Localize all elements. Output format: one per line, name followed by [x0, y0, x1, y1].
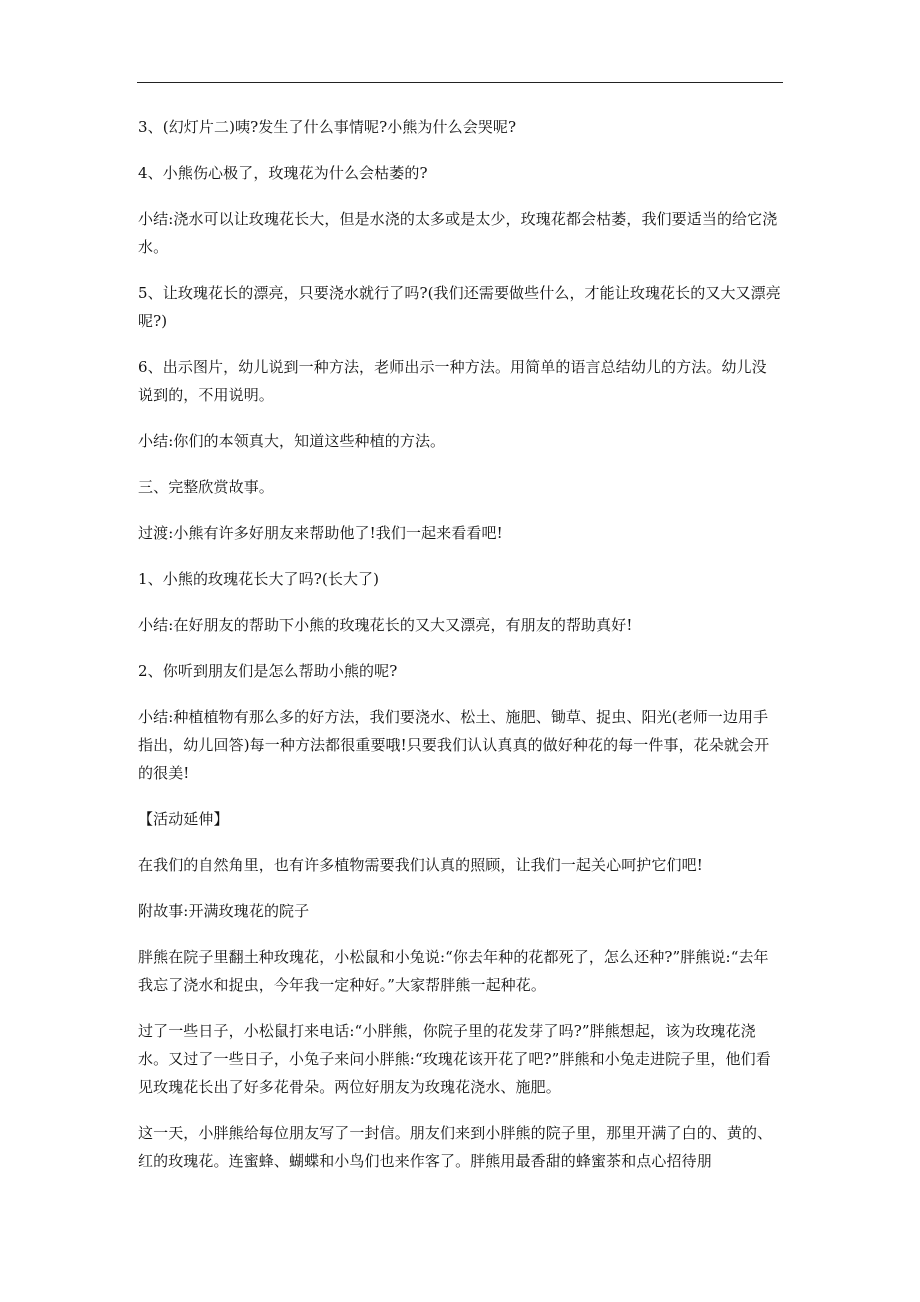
paragraph-step-4: 4、小熊伤心极了，玫瑰花为什么会枯萎的? — [138, 164, 428, 182]
story-paragraph-1: 胖熊在院子里翻土种玫瑰花，小松鼠和小兔说:“你去年种的花都死了，怎么还种?”胖熊说:“去年我忘了浇水和捉虫，今年我一定种好。”大家帮胖熊一起种花。 — [138, 948, 769, 994]
paragraph-step-3: 3、(幻灯片二)咦?发生了什么事情呢?小熊为什么会哭呢? — [138, 118, 517, 136]
document-body — [138, 113, 781, 1193]
paragraph-summary-methods: 小结:你们的本领真大，知道这些种植的方法。 — [138, 432, 446, 450]
story-paragraph-3: 这一天，小胖熊给每位朋友写了一封信。朋友们来到小胖熊的院子里，那里开满了白的、黄的、红的玫瑰花。连蜜蜂、蝴蝶和小鸟们也来作客了。胖熊用最香甜的蜂蜜茶和点心招待朋 — [138, 1124, 773, 1170]
story-paragraph-2: 过了一些日子，小松鼠打来电话:“小胖熊，你院子里的花发芽了吗?”胖熊想起，该为玫瑰花浇水。又过了一些日子，小兔子来问小胖熊:“玫瑰花该开花了吧?”胖熊和小兔走进院子里，他们看见玫瑰花长出了好多花骨朵。两位好朋友为玫瑰花浇水、施肥。 — [138, 1022, 771, 1096]
paragraph-step-5: 5、让玫瑰花长的漂亮，只要浇水就行了吗?(我们还需要做些什么，才能让玫瑰花长的又大又漂亮呢?) — [138, 284, 781, 330]
paragraph-transition: 过渡:小熊有许多好朋友来帮助他了!我们一起来看看吧! — [138, 524, 503, 542]
paragraph-step-6: 6、出示图片，幼儿说到一种方法，老师出示一种方法。用简单的语言总结幼儿的方法。幼儿没说到的，不用说明。 — [138, 358, 767, 404]
paragraph-summary-watering: 小结:浇水可以让玫瑰花长大，但是水浇的太多或是太少，玫瑰花都会枯萎，我们要适当的给它浇水。 — [138, 210, 778, 256]
story-title: 附故事:开满玫瑰花的院子 — [138, 902, 310, 920]
header-divider — [137, 82, 783, 83]
section-heading-story: 三、完整欣赏故事。 — [138, 478, 274, 496]
paragraph-extension: 在我们的自然角里，也有许多植物需要我们认真的照顾，让我们一起关心呵护它们吧! — [138, 856, 703, 874]
paragraph-summary-friends: 小结:在好朋友的帮助下小熊的玫瑰花长的又大又漂亮，有朋友的帮助真好! — [138, 616, 633, 634]
section-heading-extension: 【活动延伸】 — [138, 810, 229, 828]
paragraph-question-2: 2、你听到朋友们是怎么帮助小熊的呢? — [138, 662, 398, 680]
paragraph-summary-planting: 小结:种植植物有那么多的好方法，我们要浇水、松土、施肥、锄草、捉虫、阳光(老师一边用手指出，幼儿回答)每一种方法都很重要哦!只要我们认认真真的做好种花的每一件事，花朵就会开的很美! — [138, 708, 770, 782]
paragraph-question-1: 1、小熊的玫瑰花长大了吗?(长大了) — [138, 570, 380, 588]
